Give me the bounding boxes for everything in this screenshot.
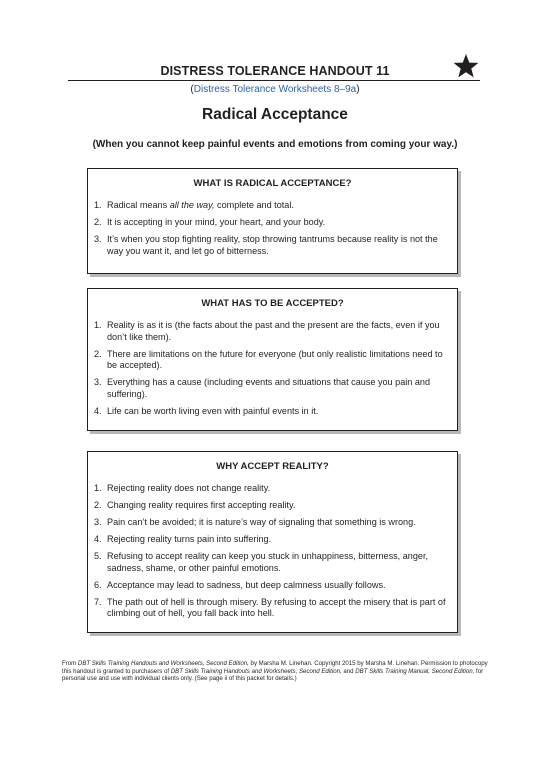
list-item: 4. Life can be worth living even with painful events in it. xyxy=(94,405,319,416)
star-icon xyxy=(453,53,479,79)
list-item: 7. The path out of hell is through misery. By refusing to accept the misery that is part of climbing out of hell, you fall back into hell. xyxy=(94,596,446,618)
list-item: 4. Rejecting reality turns pain into suffering. xyxy=(94,534,272,544)
list-item: 2. It is accepting in your mind, your heart, and your body. xyxy=(94,217,326,227)
worksheet-reference: (Distress Tolerance Worksheets 8–9a) xyxy=(190,84,360,95)
copyright-footer: From DBT Skills Training Handouts and Worksheets, Second Edition, by Marsha M. Linehan. Copyright 2015 by Marsha M. Linehan. Permission to photocopy this handout is granted to purchasers of DBT Skills Training Handouts and Worksheets, Second Edition, and DBT Skills Training Manual, Second Edition, for personal use and use with individual clients only. (See page ii of this packet for details.) xyxy=(62,660,488,682)
what-has-to-be-accepted-box xyxy=(87,288,458,431)
list-item: 3. Pain can’t be avoided; it is nature’s way of signaling that something is wrong. xyxy=(94,517,416,527)
list-item: 5. Refusing to accept reality can keep you stuck in unhappiness, bitterness, anger, sadness, shame, or other painful emotions. xyxy=(94,551,428,573)
list-item: 1. Rejecting reality does not change reality. xyxy=(94,483,271,493)
why-accept-reality-box xyxy=(87,451,458,633)
list-item: 1. Radical means all the way, complete and total. xyxy=(94,200,294,210)
section-heading: WHAT HAS TO BE ACCEPTED? xyxy=(201,298,344,309)
section-heading: WHY ACCEPT REALITY? xyxy=(216,461,329,472)
worksheet-link[interactable]: Distress Tolerance Worksheets 8–9a xyxy=(193,84,357,95)
list-item: 2. Changing reality requires first accepting reality. xyxy=(94,500,296,510)
header-rule xyxy=(68,80,480,81)
list-item: 3. Everything has a cause (including events and situations that cause you pain and suffering). xyxy=(94,377,431,399)
list-item: 3. It’s when you stop fighting reality, stop throwing tantrums because reality is not the way you want it, and let go of bitterness. xyxy=(94,234,438,256)
section-heading: WHAT IS RADICAL ACCEPTANCE? xyxy=(193,178,352,189)
document-title: Radical Acceptance xyxy=(202,106,348,123)
handout-title: DISTRESS TOLERANCE HANDOUT 11 xyxy=(160,64,390,78)
what-is-radical-acceptance-box xyxy=(87,168,458,274)
list-item: 1. Reality is as it is (the facts about the past and the present are the facts, even if you don’t like them). xyxy=(94,320,440,342)
list-item: 6. Acceptance may lead to sadness, but deep calmness usually follows. xyxy=(94,579,386,590)
document-tagline: (When you cannot keep painful events and emotions from coming your way.) xyxy=(92,139,458,150)
list-item: 2. There are limitations on the future for everyone (but only realistic limitations need to be accepted). xyxy=(94,348,443,370)
